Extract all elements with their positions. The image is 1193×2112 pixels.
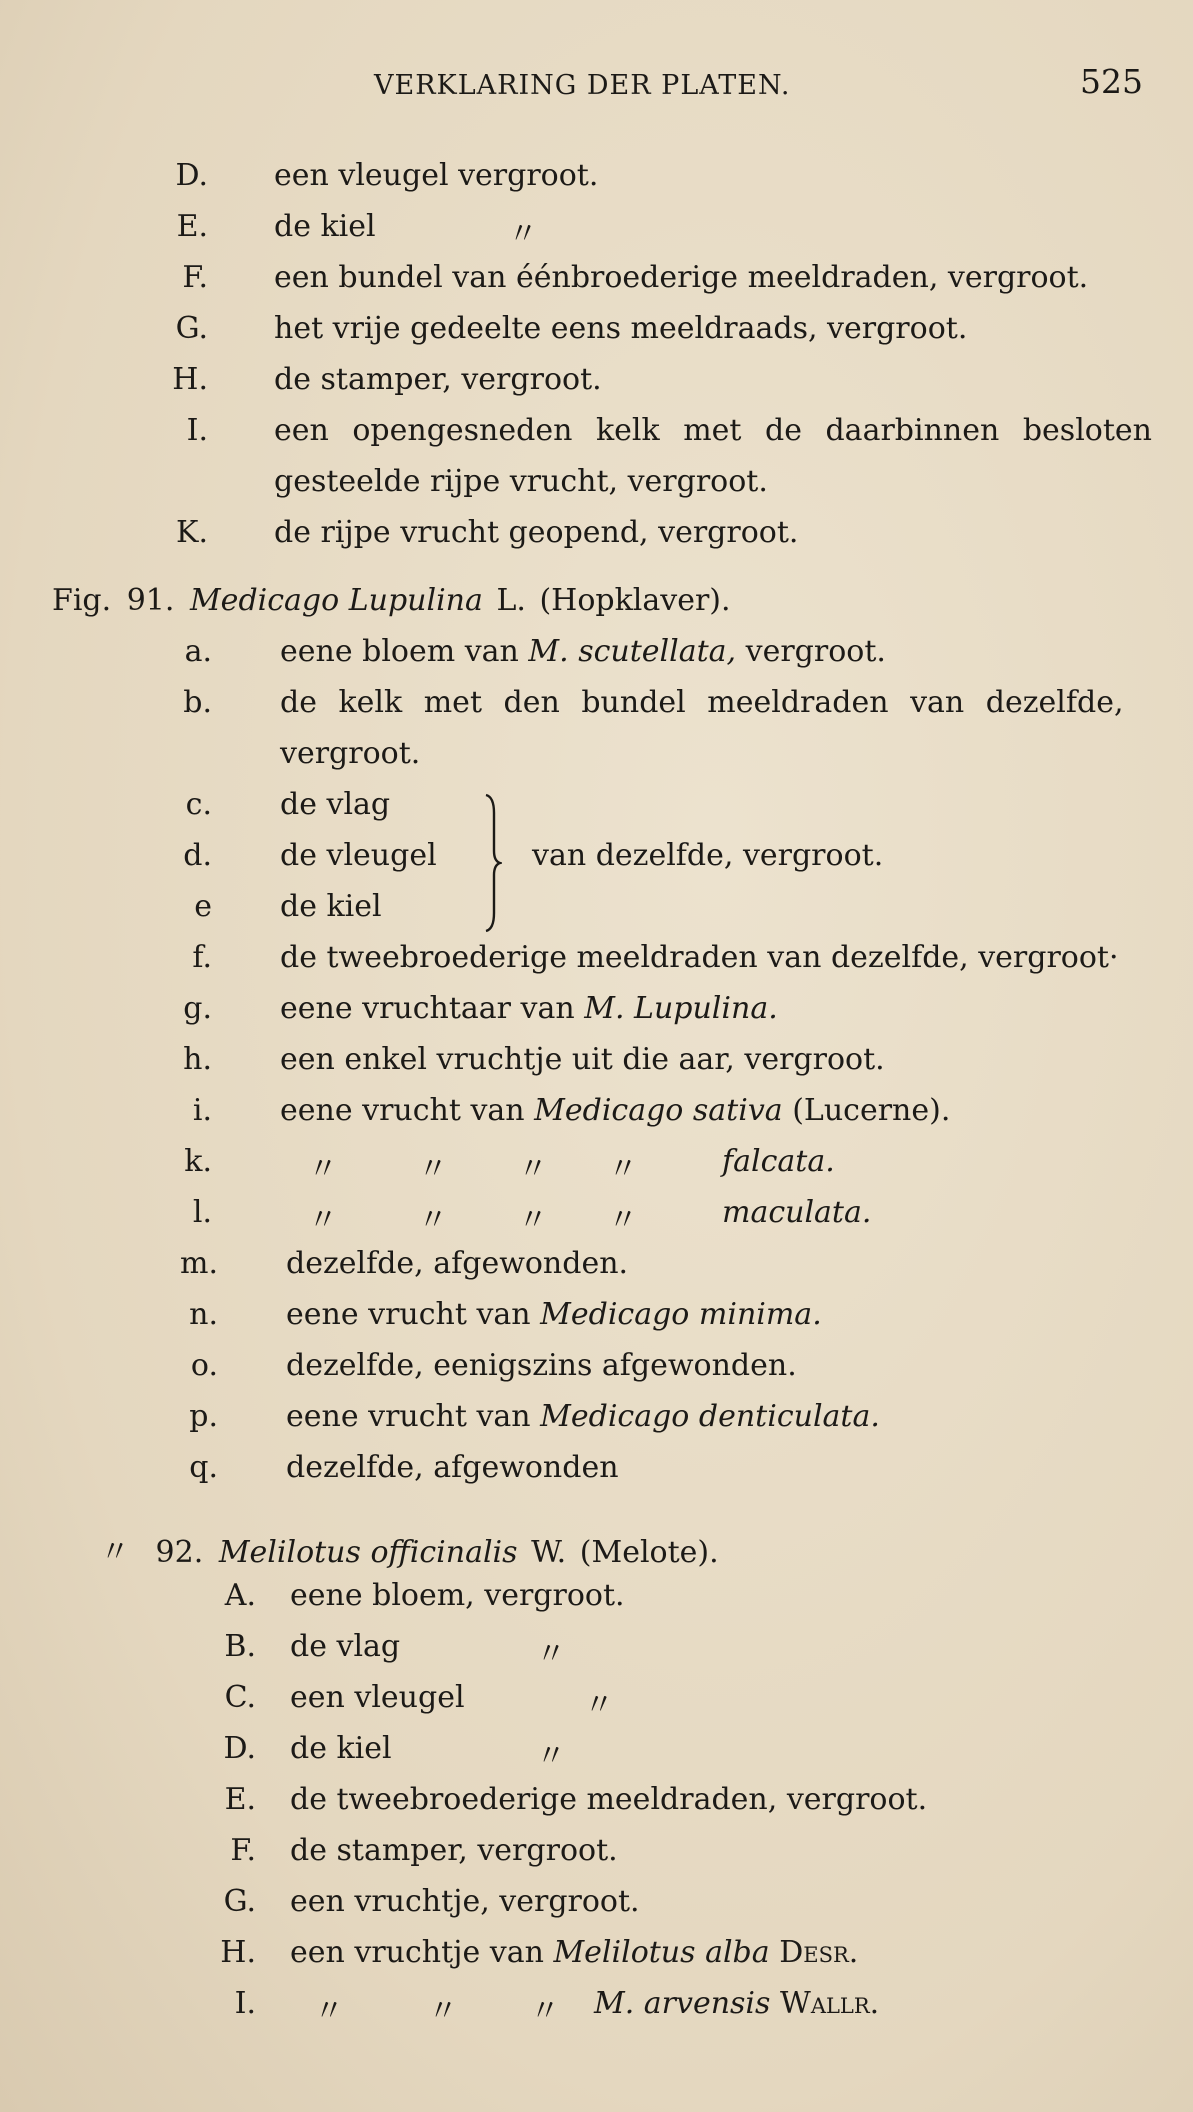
item-label: F. (230, 1833, 256, 1868)
species-ref: M. scutellata, (528, 634, 737, 669)
item-text: eene vrucht van Medicago denticulata. (286, 1399, 880, 1434)
item-label: E. (224, 1782, 256, 1817)
ditto-mark: 〃 (308, 1152, 338, 1187)
ditto-mark: 〃 (418, 1152, 448, 1187)
item-label: C. (224, 1680, 256, 1715)
item-label: a. (184, 634, 212, 669)
fig-number: 91. (126, 583, 175, 618)
common-name: (Hopklaver). (539, 583, 731, 618)
species-ref: Medicago minima. (540, 1297, 822, 1332)
item-label: K. (176, 515, 208, 550)
item-text: een vruchtje van Melilotus alba Desr. (290, 1935, 859, 1970)
species-name: Melilotus officinalis (218, 1535, 518, 1570)
item-text: een vruchtje, vergroot. (290, 1884, 640, 1919)
species-author: L. (496, 583, 526, 618)
item-text: de vlag (280, 787, 391, 822)
item-text: dezelfde, afgewonden. (286, 1246, 629, 1281)
item-text: de tweebroederige meeldraden van dezelfde, vergroot· (280, 940, 1119, 975)
species-name: Medicago Lupulina (189, 583, 483, 618)
item-label: e (194, 889, 212, 924)
species-ref: falcata. (722, 1144, 835, 1179)
ditto-mark: 〃 (530, 1994, 560, 2029)
ditto-mark: 〃 (536, 1637, 566, 1672)
figure-heading-92 (100, 1527, 719, 1571)
item-text: dezelfde, eenigszins afgewonden. (286, 1348, 797, 1383)
item-label: n. (189, 1297, 218, 1332)
item-text: eene vruchtaar van M. Lupulina. (280, 991, 778, 1026)
ditto-mark: 〃 (536, 1739, 566, 1774)
species-author: Wallr. (779, 1986, 880, 2021)
species-ref: M. arvensis (594, 1986, 771, 2021)
item-text-continued: vergroot. (280, 736, 421, 771)
item-text: de rijpe vrucht geopend, vergroot. (274, 515, 799, 550)
item-label: G. (223, 1884, 256, 1919)
item-label: g. (183, 991, 212, 1026)
item-label: F. (182, 260, 208, 295)
species-ref: Medicago sativa (534, 1093, 783, 1128)
item-label: B. (224, 1629, 256, 1664)
item-label: l. (192, 1195, 212, 1230)
item-text: de kelk met den bundel meeldraden van dezelfde, (280, 685, 1124, 720)
item-label: H. (172, 362, 208, 397)
item-text: een opengesneden kelk met de daarbinnen besloten (274, 413, 1152, 448)
item-label: H. (220, 1935, 256, 1970)
species-ref: Medicago denticulata. (540, 1399, 880, 1434)
item-text: de kiel (290, 1731, 392, 1766)
item-label: d. (183, 838, 212, 873)
ditto-mark: 〃 (518, 1152, 548, 1187)
species-ref: M. Lupulina. (584, 991, 778, 1026)
item-text: eene vrucht van Medicago minima. (286, 1297, 822, 1332)
fig-number: 92. (155, 1535, 204, 1570)
species-author: Desr. (779, 1935, 859, 1970)
brace-icon (482, 793, 502, 933)
item-text: de tweebroederige meeldraden, vergroot. (290, 1782, 928, 1817)
item-label: h. (183, 1042, 212, 1077)
species-ref: maculata. (722, 1195, 872, 1230)
item-text: eene bloem, vergroot. (290, 1578, 625, 1613)
item-label: k. (184, 1144, 212, 1179)
item-text (594, 1986, 879, 2021)
item-text: dezelfde, afgewonden (286, 1450, 619, 1485)
running-header: VERKLARING DER PLATEN. (374, 70, 791, 101)
item-label: b. (183, 685, 212, 720)
item-text: een vleugel (290, 1680, 465, 1715)
item-label: D. (223, 1731, 256, 1766)
common-name: (Melote). (579, 1535, 719, 1570)
ditto-mark: 〃 (418, 1203, 448, 1238)
item-text: een bundel van éénbroederige meeldraden, vergroot. (274, 260, 1089, 295)
ditto-mark: 〃 (314, 1994, 344, 2029)
item-label: D. (175, 158, 208, 193)
item-label: f. (192, 940, 212, 975)
item-label: I. (186, 413, 208, 448)
item-text: de stamper, vergroot. (290, 1833, 618, 1868)
item-label: p. (189, 1399, 218, 1434)
item-label: o. (190, 1348, 218, 1383)
ditto-mark: 〃 (518, 1203, 548, 1238)
item-text: de vleugel (280, 838, 437, 873)
item-text: een vleugel vergroot. (274, 158, 599, 193)
ditto-mark: 〃 (308, 1203, 338, 1238)
ditto-mark: 〃 (428, 1994, 458, 2029)
figure-heading-91 (52, 583, 731, 618)
species-ref: Melilotus alba (553, 1935, 770, 1970)
item-label: G. (175, 311, 208, 346)
ditto-mark: 〃 (608, 1152, 638, 1187)
item-label: i. (192, 1093, 212, 1128)
ditto-mark: 〃 (508, 217, 538, 252)
item-text: eene bloem van M. scutellata, vergroot. (280, 634, 886, 669)
item-text: de stamper, vergroot. (274, 362, 602, 397)
species-author: W. (531, 1535, 567, 1570)
ditto-mark: 〃 (100, 1535, 130, 1570)
item-text: de kiel (274, 209, 376, 244)
ditto-mark: 〃 (608, 1203, 638, 1238)
item-label: q. (189, 1450, 218, 1485)
item-text: eene vrucht van Medicago sativa (Lucerne). (280, 1093, 951, 1128)
item-label: m. (180, 1246, 218, 1281)
item-text: een enkel vruchtje uit die aar, vergroot. (280, 1042, 885, 1077)
item-label: A. (224, 1578, 256, 1613)
item-text: de vlag (290, 1629, 401, 1664)
ditto-mark: 〃 (584, 1688, 614, 1723)
item-text: het vrije gedeelte eens meeldraads, vergroot. (274, 311, 968, 346)
item-text-continued: gesteelde rijpe vrucht, vergroot. (274, 464, 768, 499)
grouped-text: van dezelfde, vergroot. (532, 838, 884, 873)
page-number: 525 (1080, 62, 1143, 101)
fig-prefix: Fig. (52, 583, 112, 618)
item-label: c. (185, 787, 212, 822)
item-label: I. (234, 1986, 256, 2021)
item-text: de kiel (280, 889, 382, 924)
item-label: E. (176, 209, 208, 244)
